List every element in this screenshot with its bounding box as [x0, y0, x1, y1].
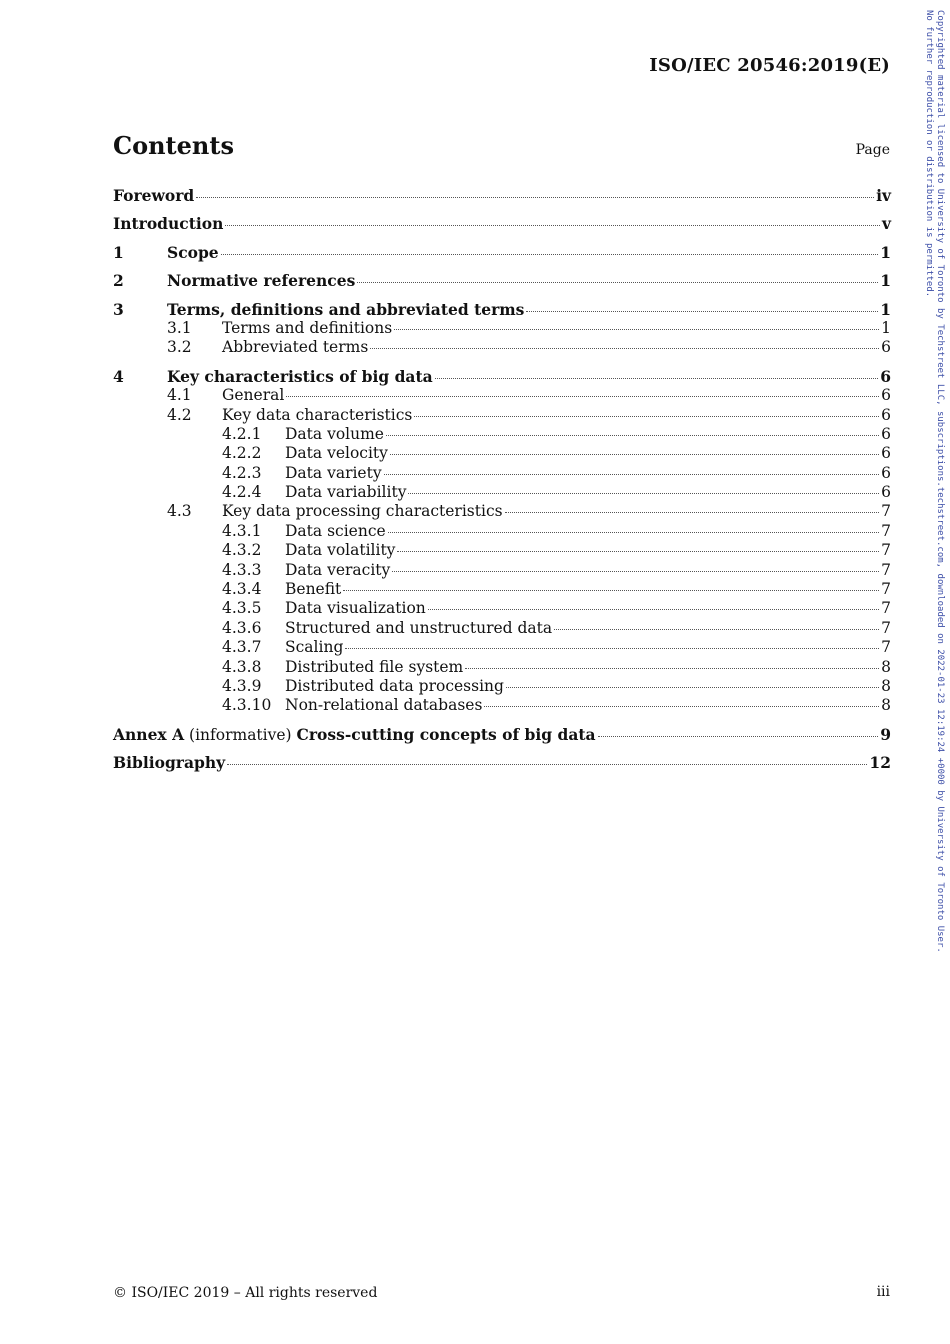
- dot-leader: [286, 395, 879, 397]
- toc-entry-title: Data variety: [285, 463, 382, 482]
- toc-entry-number: 4.3.2: [222, 541, 262, 560]
- annex-type: (informative): [189, 725, 292, 744]
- toc-entry-title: [113, 725, 596, 745]
- dot-leader: [397, 550, 879, 552]
- toc-entry-page: 7: [881, 502, 891, 521]
- dot-leader: [394, 328, 879, 330]
- toc-entry-title: Data science: [285, 521, 386, 540]
- toc-entry-data-variety[interactable]: [113, 464, 891, 483]
- toc-entry-page: 7: [881, 618, 891, 637]
- toc-entry-annex-a[interactable]: [113, 725, 891, 744]
- dot-leader: [408, 492, 879, 494]
- toc-entry-title: Structured and unstructured data: [285, 618, 553, 637]
- toc-entry-title: Data velocity: [285, 444, 388, 463]
- dot-leader: [598, 735, 879, 737]
- toc-entry-distributed-data-processing[interactable]: [113, 677, 891, 696]
- toc-entry-page: 1: [880, 271, 891, 291]
- toc-entry-title: Key characteristics of big data: [167, 366, 433, 386]
- toc-entry-title: Terms and definitions: [222, 318, 393, 337]
- toc-entry-title: Data visualization: [285, 599, 426, 618]
- dot-leader: [554, 628, 879, 630]
- table-of-contents: [113, 186, 891, 773]
- toc-entry-number: 4.2.1: [222, 424, 262, 443]
- toc-entry-key-data-processing[interactable]: [113, 502, 891, 521]
- toc-entry-number: 4.3: [167, 502, 192, 521]
- dot-leader: [343, 589, 879, 591]
- toc-entry-number: 4.3.4: [222, 580, 262, 599]
- toc-entry-title: Abbreviated terms: [222, 338, 369, 357]
- toc-entry-title: Terms, definitions and abbreviated terms: [167, 299, 525, 319]
- toc-entry-title: Introduction: [113, 214, 224, 234]
- toc-entry-structured-unstructured[interactable]: [113, 619, 891, 638]
- dot-leader: [506, 686, 879, 688]
- toc-entry-number: 4.2.3: [222, 463, 262, 482]
- toc-entry-page: 6: [881, 405, 891, 424]
- toc-entry-title: Key data processing characteristics: [222, 502, 503, 521]
- toc-entry-number: 4: [113, 366, 124, 386]
- toc-entry-page: 6: [880, 366, 891, 386]
- dot-leader: [357, 281, 878, 283]
- toc-entry-page: 6: [881, 338, 891, 357]
- toc-entry-number: 4.3.3: [222, 560, 262, 579]
- dot-leader: [414, 415, 879, 417]
- toc-entry-number: 4.3.8: [222, 657, 262, 676]
- toc-entry-page: 1: [880, 242, 891, 262]
- toc-entry-data-velocity[interactable]: [113, 444, 891, 463]
- toc-entry-data-science[interactable]: [113, 522, 891, 541]
- toc-entry-page: 9: [880, 724, 891, 744]
- toc-entry-number: 2: [113, 271, 124, 291]
- toc-entry-title: Distributed data processing: [285, 676, 504, 695]
- toc-entry-distributed-file-system[interactable]: [113, 658, 891, 677]
- toc-entry-page: 12: [869, 753, 891, 773]
- toc-entry-page: 6: [881, 444, 891, 463]
- toc-entry-number: 4.3.10: [222, 696, 272, 715]
- toc-entry-page: 8: [881, 657, 891, 676]
- toc-entry-page: 1: [881, 318, 891, 337]
- toc-entry-number: 3.2: [167, 338, 192, 357]
- annex-title: Cross-cutting concepts of big data: [296, 724, 596, 744]
- dot-leader: [388, 531, 879, 533]
- dot-leader: [526, 310, 878, 312]
- toc-entry-number: 4.3.9: [222, 676, 262, 695]
- toc-entry-number: 3: [113, 299, 124, 319]
- toc-entry-page: 6: [881, 424, 891, 443]
- toc-entry-title: Scope: [167, 242, 219, 262]
- dot-leader: [435, 377, 879, 379]
- toc-entry-page: 7: [881, 580, 891, 599]
- toc-entry-title: Data veracity: [285, 560, 391, 579]
- toc-entry-page: iv: [876, 186, 891, 205]
- dot-leader: [196, 196, 874, 198]
- toc-entry-scaling[interactable]: [113, 638, 891, 657]
- toc-entry-data-visualization[interactable]: [113, 599, 891, 618]
- toc-entry-page: 6: [881, 463, 891, 482]
- toc-entry-abbreviated-terms[interactable]: [113, 338, 891, 357]
- toc-entry-data-volatility[interactable]: [113, 541, 891, 560]
- toc-entry-number: 4.1: [167, 386, 192, 405]
- toc-entry-general[interactable]: [113, 386, 891, 405]
- toc-entry-title: Bibliography: [113, 753, 226, 773]
- toc-entry-benefit[interactable]: [113, 580, 891, 599]
- dot-leader: [505, 511, 880, 513]
- license-watermark: [923, 10, 945, 953]
- toc-entry-number: 4.2: [167, 405, 192, 424]
- dot-leader: [392, 570, 879, 572]
- dot-leader: [428, 608, 879, 610]
- toc-entry-page: 6: [881, 483, 891, 502]
- dot-leader: [465, 667, 879, 669]
- dot-leader: [225, 224, 880, 226]
- toc-entry-number: 4.2.4: [222, 483, 262, 502]
- toc-entry-page: 7: [881, 521, 891, 540]
- toc-entry-number: 4.3.6: [222, 618, 262, 637]
- toc-entry-page: 1: [880, 299, 891, 319]
- toc-entry-key-characteristics[interactable]: [113, 367, 891, 386]
- toc-entry-non-relational-databases[interactable]: [113, 696, 891, 715]
- toc-entry-terms-and-definitions[interactable]: [113, 319, 891, 338]
- toc-entry-page: 8: [881, 696, 891, 715]
- toc-entry-title: Data volume: [285, 424, 384, 443]
- toc-entry-title: Distributed file system: [285, 657, 464, 676]
- toc-entry-terms-definitions[interactable]: [113, 300, 891, 319]
- toc-entry-title: Non-relational databases: [285, 696, 483, 715]
- page-column-label: Page: [855, 142, 890, 158]
- toc-entry-page: v: [881, 214, 891, 234]
- toc-entry-title: Data variability: [285, 483, 407, 502]
- contents-title: Contents: [113, 131, 234, 160]
- toc-entry-data-volume[interactable]: [113, 425, 891, 444]
- toc-entry-title: Benefit: [285, 580, 342, 599]
- toc-entry-number: 4.3.1: [222, 521, 262, 540]
- toc-entry-normative-references[interactable]: [113, 271, 891, 290]
- toc-entry-page: 6: [881, 386, 891, 405]
- footer-copyright: © ISO/IEC 2019 – All rights reserved: [113, 1285, 378, 1301]
- toc-entry-page: 7: [881, 638, 891, 657]
- toc-entry-page: 7: [881, 541, 891, 560]
- toc-entry-number: 4.2.2: [222, 444, 262, 463]
- annex-label: Annex A: [113, 724, 185, 744]
- dot-leader: [370, 347, 879, 349]
- toc-entry-title: Normative references: [167, 271, 356, 291]
- toc-entry-page: 8: [881, 676, 891, 695]
- dot-leader: [227, 763, 867, 765]
- toc-entry-number: 1: [113, 242, 124, 262]
- toc-entry-scope[interactable]: [113, 243, 891, 262]
- toc-entry-key-data-characteristics[interactable]: [113, 406, 891, 425]
- footer-page-number: iii: [876, 1284, 890, 1300]
- dot-leader: [221, 253, 879, 255]
- dot-leader: [345, 647, 879, 649]
- watermark-line-1: Copyrighted material licensed to University of Toronto by Techstreet LLC, subscriptions.techstreet.com, downloaded on 2022-01-23 12:19:24 +0000 by University of Toronto User.: [935, 10, 945, 953]
- document-header-id: ISO/IEC 20546:2019(E): [649, 55, 890, 76]
- toc-entry-title: Scaling: [285, 638, 344, 657]
- dot-leader: [484, 705, 879, 707]
- toc-entry-title: General: [222, 386, 285, 405]
- toc-entry-bibliography[interactable]: [113, 753, 891, 772]
- dot-leader: [384, 473, 880, 475]
- toc-entry-introduction[interactable]: [113, 214, 891, 233]
- toc-entry-number: 3.1: [167, 318, 192, 337]
- toc-entry-title: Key data characteristics: [222, 405, 413, 424]
- toc-entry-number: 4.3.7: [222, 638, 262, 657]
- toc-entry-data-variability[interactable]: [113, 483, 891, 502]
- dot-leader: [390, 453, 879, 455]
- toc-entry-data-veracity[interactable]: [113, 561, 891, 580]
- toc-entry-page: 7: [881, 599, 891, 618]
- toc-entry-title: Foreword: [113, 186, 195, 205]
- dot-leader: [386, 434, 879, 436]
- toc-entry-number: 4.3.5: [222, 599, 262, 618]
- watermark-line-2: No further reproduction or distribution is permitted.: [924, 10, 934, 298]
- toc-entry-foreword[interactable]: [113, 186, 891, 205]
- toc-entry-page: 7: [881, 560, 891, 579]
- toc-entry-title: Data volatility: [285, 541, 396, 560]
